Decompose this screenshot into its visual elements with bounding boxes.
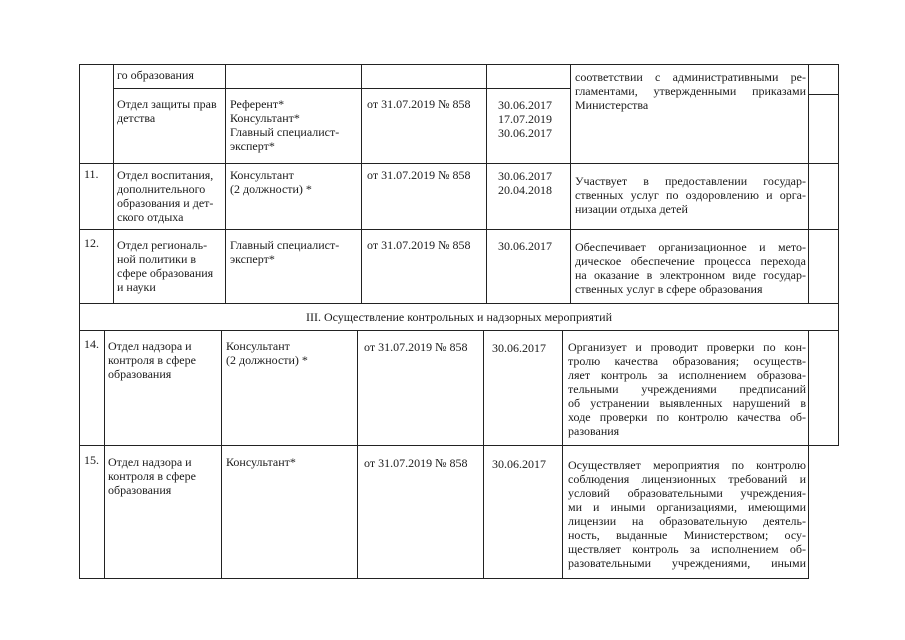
column-divider [838,330,839,445]
order-cell: от 31.07.2019 № 858 [367,97,471,111]
column-divider [79,64,80,303]
row-divider [79,330,839,331]
dates-cell: 30.06.2017 [492,457,546,471]
functions-cell [568,340,806,438]
order-cell: от 31.07.2019 № 858 [367,238,471,252]
position-cell: Консультант* [226,455,296,469]
row-number: 14. [84,337,99,351]
function-line: разовательными учреждениями, иными [568,556,806,570]
function-line: разования [568,424,620,438]
functions-cell [575,70,806,112]
function-line: соответствии с административными ре- [575,70,806,84]
dates-cell: 30.06.2017 17.07.2019 30.06.2017 [498,98,552,140]
column-divider [808,64,809,303]
function-line: ственных услуг по оздоровлению и орга- [575,188,806,202]
section-heading: III. Осуществление контрольных и надзорных мероприятий [305,310,613,324]
dept-cell: Отдел воспитания, дополнительного образования и дет- ского отдыха [117,168,214,224]
row-divider [808,94,839,95]
function-line: ходе проверки по контролю качества об- [568,410,806,424]
function-line: ществляет контроль за исполнением об- [568,542,806,556]
column-divider [562,330,563,578]
function-line: лицензии на образовательную деятель- [568,514,806,528]
column-divider [570,64,571,303]
order-cell: от 31.07.2019 № 858 [364,340,468,354]
function-line: Обеспечивает организационное и мето- [575,240,806,254]
function-line: ственных услуг в сфере образования [575,282,763,296]
column-divider [838,64,839,330]
function-line: дическое обеспечение процесса перехода [575,254,806,268]
dept-cell: Отдел защиты прав детства [117,97,217,125]
column-divider [483,330,484,578]
order-cell: от 31.07.2019 № 858 [367,168,471,182]
function-line: об устранении выявленных нарушений в [568,396,806,410]
function-line: Осуществляет мероприятия по контролю [568,458,806,472]
position-cell: Референт* Консультант* Главный специалист- эксперт* [230,97,340,153]
function-line: Министерства [575,98,649,112]
column-divider [113,64,114,303]
row-divider [79,445,839,446]
row-divider [79,163,839,164]
dates-cell: 30.06.2017 [498,239,552,253]
row-divider [79,578,809,579]
position-cell: Консультант (2 должности) * [226,339,308,367]
function-line: соблюдения лицензионных требований и [568,472,806,486]
position-cell: Главный специалист- эксперт* [230,238,340,266]
dates-cell: 30.06.2017 [492,341,546,355]
function-line: ми и иными организациями, имеющими [568,500,806,514]
function-line: Участвует в предоставлении государ- [575,174,806,188]
dates-cell: 30.06.2017 20.04.2018 [498,169,552,197]
row-number: 15. [84,453,99,467]
function-line: условий образовательными учреждения- [568,486,806,500]
row-divider [79,64,839,65]
function-line: низации отдыха детей [575,202,688,216]
column-divider [808,330,809,578]
functions-cell [575,174,806,216]
order-cell: от 31.07.2019 № 858 [364,456,468,470]
position-cell: Консультант (2 должности) * [230,168,312,196]
dept-cell: Отдел региональ- ной политики в сфере образования и науки [117,238,214,294]
functions-cell [568,458,806,570]
function-line: на оказание в электронном виде государ- [575,268,806,282]
dept-cell: Отдел надзора и контроля в сфере образования [108,455,196,497]
column-divider [79,330,80,578]
function-line: тролю качества образования; осуществ- [568,354,806,368]
row-number: 11. [84,167,99,181]
dept-cell: Отдел надзора и контроля в сфере образования [108,339,196,381]
function-line: тельными учреждениями предписаний [568,382,806,396]
column-divider [361,64,362,303]
function-line: ляет контроль за исполнением образова- [568,368,806,382]
column-divider [357,330,358,578]
function-line: ность, выданные Министерством; осу- [568,528,806,542]
row-divider [79,229,839,230]
function-line: гламентами, утвержденными приказами [575,84,806,98]
function-line: Организует и проводит проверки по кон- [568,340,806,354]
functions-cell [575,240,806,296]
dept-cell: го образования [117,68,194,82]
row-number: 12. [84,236,99,250]
column-divider [221,330,222,578]
column-divider [104,330,105,578]
column-divider [225,64,226,303]
row-divider [79,303,839,304]
row-divider [113,88,571,89]
